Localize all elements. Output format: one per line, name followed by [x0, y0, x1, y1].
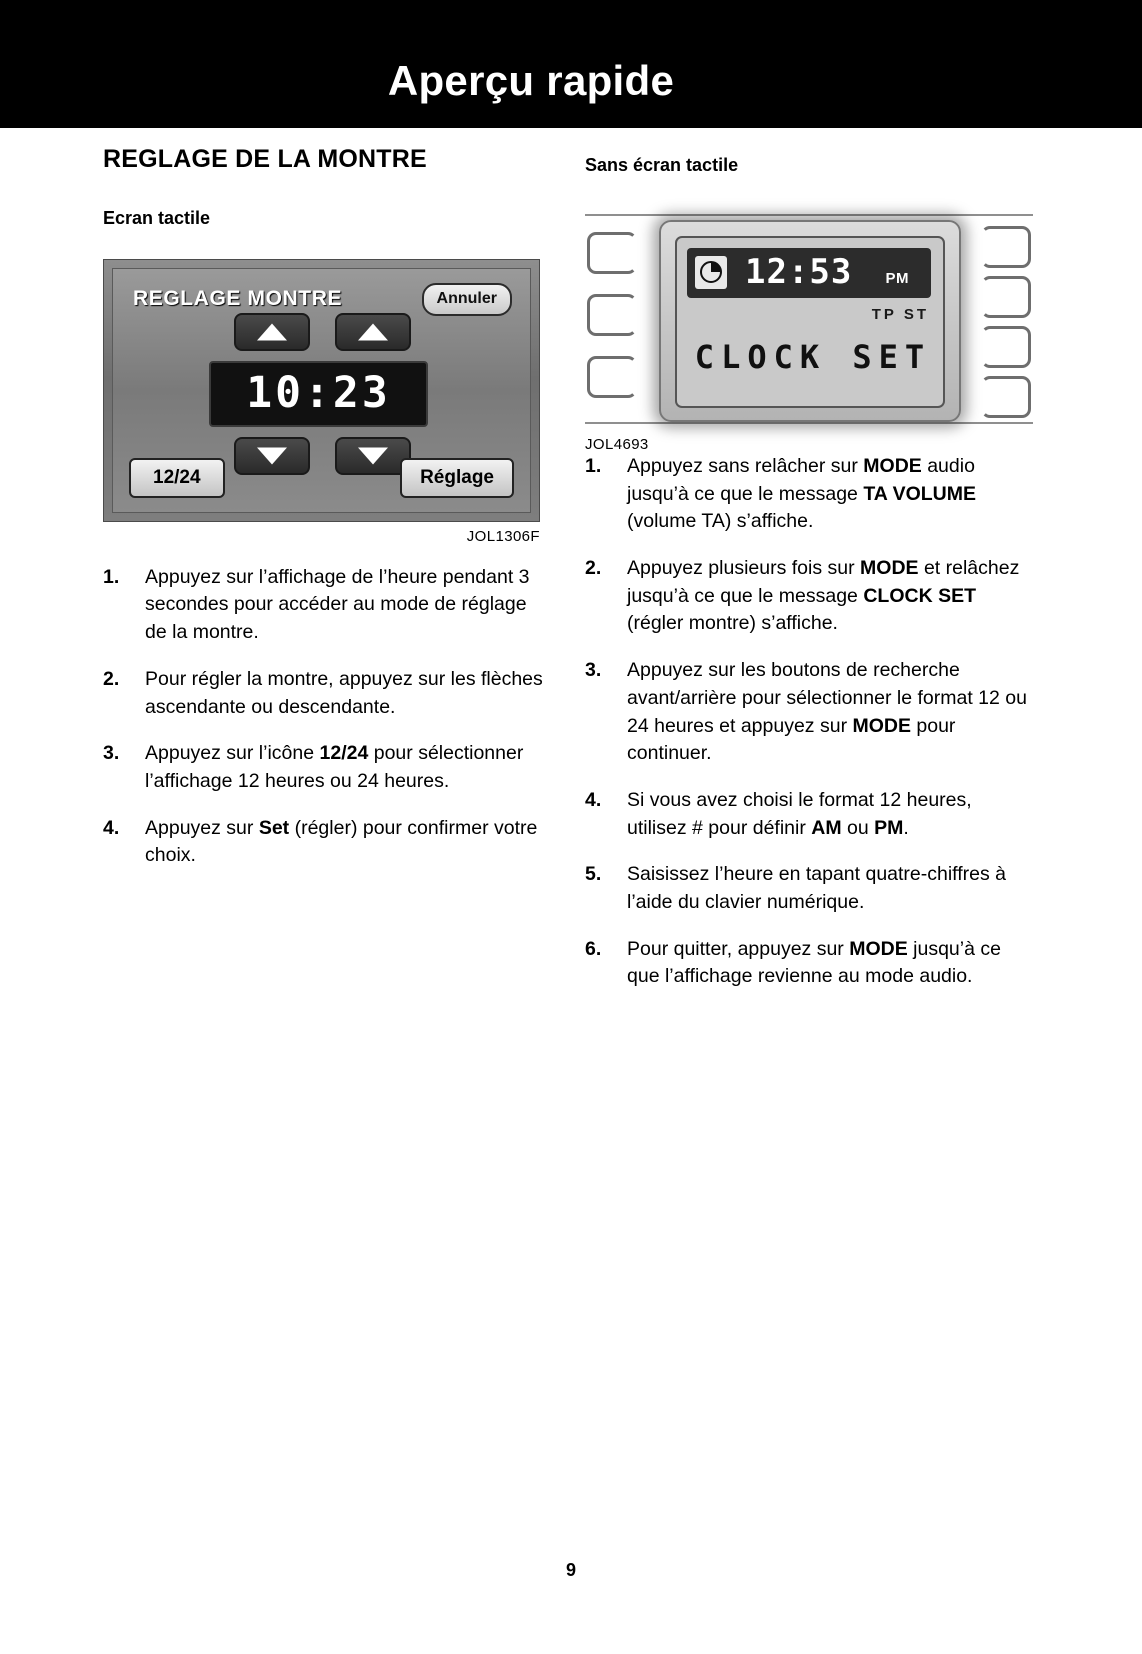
list-item — [585, 657, 1033, 768]
list-item — [103, 666, 543, 721]
radio-time-bar — [687, 248, 931, 298]
radio-right-button-4[interactable] — [981, 376, 1031, 418]
header-band — [0, 0, 1142, 128]
step-text: Saisissez l’heure en tapant quatre-chiffres à l’aide du clavier numérique. — [627, 863, 1007, 913]
right-subtitle: Sans écran tactile — [585, 155, 739, 175]
touchscreen-figure — [103, 259, 540, 522]
section-title: REGLAGE DE LA MONTRE — [103, 145, 427, 173]
step-number: 4. — [103, 816, 120, 839]
left-steps-list — [103, 564, 543, 870]
figure-divider-bottom — [585, 422, 1033, 424]
step-number: 6. — [585, 937, 602, 960]
touchscreen-screen-title: REGLAGE MONTRE — [133, 286, 343, 310]
step-text: Appuyez sur Set (régler) pour confirmer votre choix. — [145, 816, 538, 867]
radio-lcd-shell — [659, 220, 961, 422]
list-item — [103, 564, 543, 647]
set-button[interactable]: Réglage — [400, 458, 514, 498]
step-number: 3. — [585, 659, 602, 682]
list-item — [585, 861, 1033, 916]
step-number: 4. — [585, 788, 602, 811]
touchscreen-bezel — [112, 268, 531, 513]
step-text: Si vous avez choisi le format 12 heures, utilisez # pour définir AM ou PM. — [627, 788, 972, 839]
figure-caption-left: JOL1306F — [466, 527, 540, 545]
pm-indicator: PM — [885, 270, 909, 287]
radio-figure — [585, 204, 1033, 453]
step-number: 3. — [103, 742, 120, 765]
step-number: 1. — [585, 455, 602, 477]
step-text: Appuyez sur l’affichage de l’heure pendant 3 secondes pour accéder au mode de réglage de la montre. — [145, 565, 530, 644]
figure-caption-right: JOL4693 — [585, 436, 649, 453]
step-text: Appuyez sans relâcher sur MODE audio jusqu’à ce que le message TA VOLUME (volume TA) s’affiche. — [627, 455, 976, 533]
clock-icon — [695, 256, 727, 289]
radio-time-display: 12:53 — [745, 252, 853, 292]
list-item — [585, 555, 1033, 638]
step-number: 2. — [103, 667, 120, 690]
right-steps-list — [585, 453, 1033, 991]
page-title: Aperçu rapide — [387, 57, 675, 104]
step-text: Appuyez sur l’icône 12/24 pour sélectionner l’affichage 12 heures ou 24 heures. — [145, 742, 524, 792]
left-column — [103, 145, 543, 870]
radio-left-button-1[interactable] — [587, 232, 637, 274]
step-text: Appuyez sur les boutons de recherche avant/arrière pour sélectionner le format 12 ou 24 heures et appuyez sur MODE pour continuer. — [627, 659, 1027, 765]
radio-right-button-3[interactable] — [981, 326, 1031, 368]
hour-up-arrow-icon[interactable] — [234, 313, 310, 351]
radio-right-button-2[interactable] — [981, 276, 1031, 318]
list-item — [103, 815, 543, 870]
step-number: 1. — [103, 565, 120, 588]
step-number: 2. — [585, 557, 602, 580]
left-subtitle: Ecran tactile — [103, 207, 211, 228]
list-item — [585, 453, 1033, 536]
step-text: Pour quitter, appuyez sur MODE jusqu’à ce que l’affichage revienne au mode audio. — [627, 937, 1001, 988]
step-text: Pour régler la montre, appuyez sur les flèches ascendante ou descendante. — [145, 667, 543, 718]
tp-st-indicator: TP ST — [871, 306, 929, 323]
step-text: Appuyez plusieurs fois sur MODE et relâchez jusqu’à ce que le message CLOCK SET (régler montre) s’affiche. — [627, 557, 1020, 635]
right-column — [585, 145, 1033, 991]
format-12-24-button[interactable]: 12/24 — [129, 458, 225, 498]
radio-left-button-3[interactable] — [587, 356, 637, 398]
radio-lcd-screen — [675, 236, 945, 408]
radio-left-button-2[interactable] — [587, 294, 637, 336]
list-item — [585, 936, 1033, 991]
minute-up-arrow-icon[interactable] — [335, 313, 411, 351]
figure-divider-top — [585, 214, 1033, 216]
time-display: 10:23 — [209, 361, 428, 427]
step-number: 5. — [585, 863, 602, 886]
page-number: 9 — [565, 1560, 576, 1580]
list-item — [103, 740, 543, 795]
radio-message: CLOCK SET — [694, 338, 932, 376]
list-item — [585, 787, 1033, 842]
hour-down-arrow-icon[interactable] — [234, 437, 310, 475]
cancel-button[interactable]: Annuler — [422, 283, 512, 316]
radio-right-button-1[interactable] — [981, 226, 1031, 268]
